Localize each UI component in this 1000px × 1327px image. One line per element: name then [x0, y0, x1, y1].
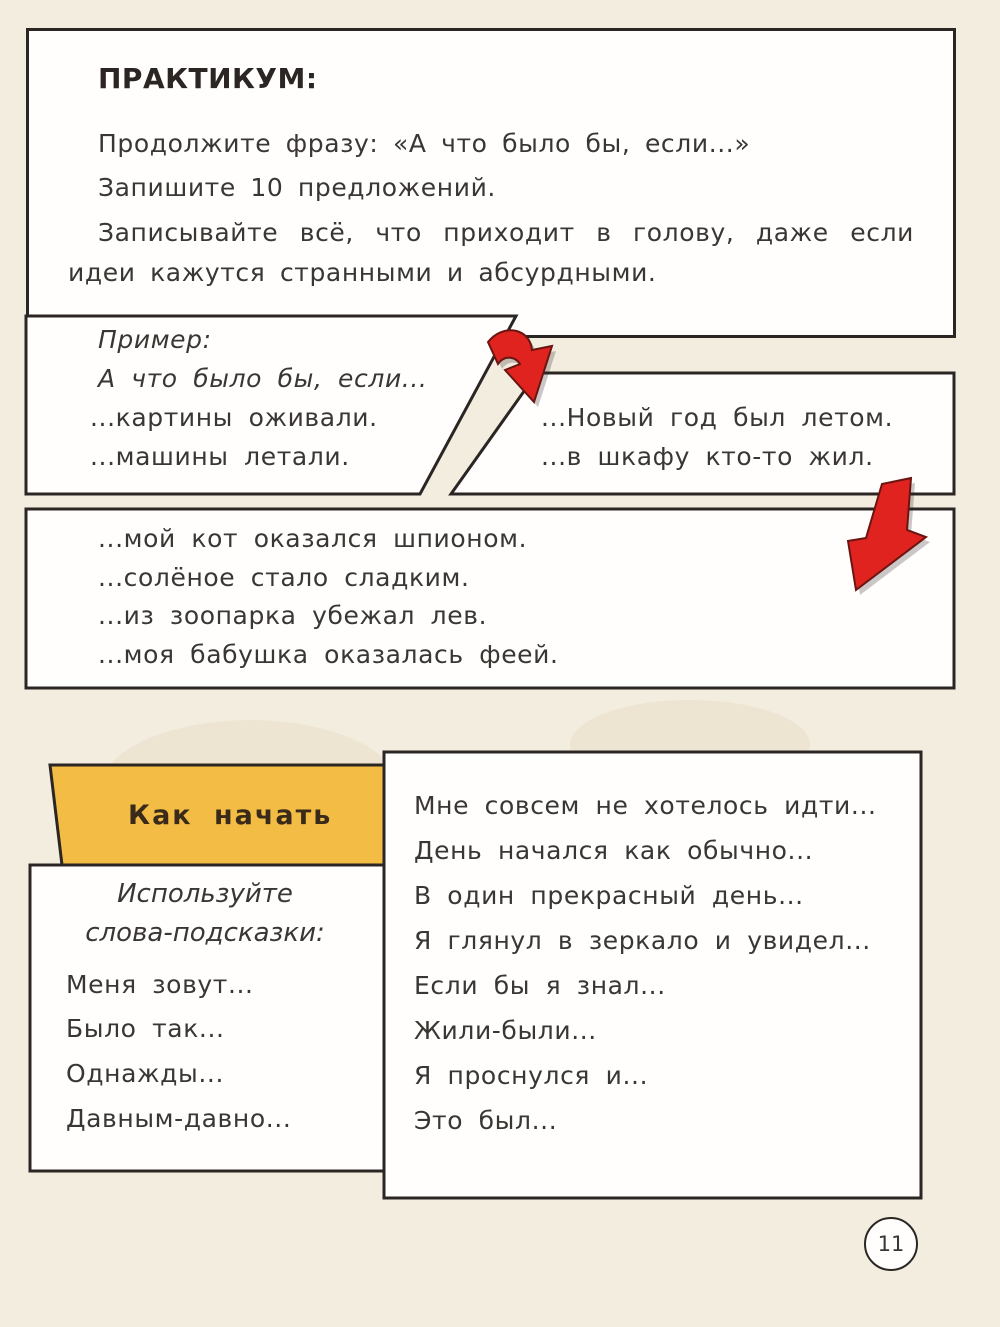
example-label: Пример:	[98, 325, 212, 354]
hint-word: Давным-давно...	[66, 1104, 292, 1133]
story-starter: Мне совсем не хотелось идти...	[414, 791, 877, 820]
story-starter: Жили-были...	[414, 1016, 597, 1045]
hint-word: Меня зовут...	[66, 970, 254, 999]
example-lead: А что было бы, если...	[98, 364, 428, 393]
example-item: ...моя бабушка оказалась феей.	[98, 640, 559, 669]
story-starter: Это был...	[414, 1106, 558, 1135]
story-starter: Я проснулся и...	[414, 1061, 649, 1090]
example-item: ...в шкафу кто-то жил.	[541, 442, 874, 471]
example-item: ...машины летали.	[90, 442, 350, 471]
example-item: ...картины оживали.	[90, 403, 378, 432]
example-item: ...Новый год был летом.	[541, 403, 894, 432]
example-item: ...мой кот оказался шпионом.	[98, 524, 528, 553]
practicum-title: ПРАКТИКУМ:	[98, 62, 318, 95]
hint-word: Было так...	[66, 1014, 225, 1043]
story-starter: Я глянул в зеркало и увидел...	[414, 926, 871, 955]
example-item: ...из зоопарка убежал лев.	[98, 601, 488, 630]
story-starter: Если бы я знал...	[414, 971, 666, 1000]
hint-heading-line-2: слова-подсказки:	[85, 918, 325, 948]
how-to-start-label: Как начать	[128, 800, 333, 831]
example-item: ...солёное стало сладким.	[98, 563, 470, 592]
instruction-2: Запишите 10 предложений.	[98, 173, 496, 202]
story-starter: В один прекрасный день...	[414, 881, 804, 910]
instruction-3: Записывайте всё, что приходит в голову, даже если идеи кажутся странными и абсурдными.	[68, 218, 914, 287]
hint-heading-line-1: Используйте	[117, 879, 293, 909]
page-number: 11	[864, 1217, 918, 1271]
instruction-1: Продолжите фразу: «А что было бы, если...»	[98, 129, 751, 158]
hint-word: Однажды...	[66, 1059, 225, 1088]
story-starter: День начался как обычно...	[414, 836, 814, 865]
